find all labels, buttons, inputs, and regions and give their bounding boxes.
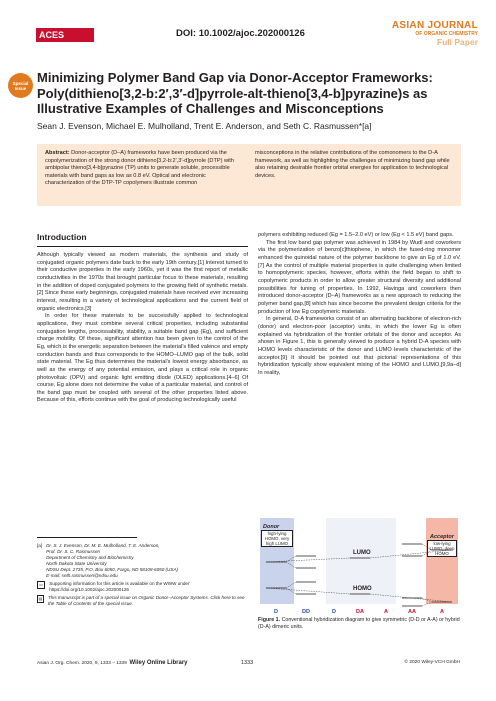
axis-label: A xyxy=(440,609,444,615)
acs-logo-subtitle: Asian Chemical Editorial Society xyxy=(39,47,89,52)
acs-logo-text: ACES xyxy=(39,30,65,40)
abstract-col1 xyxy=(45,150,243,200)
axis-label: DA xyxy=(356,609,364,615)
affiliation-line: NDSU Dept. 2735, P.O. Box 6050, Fargo, ND 58108-6050 (USA) xyxy=(46,567,179,572)
section-heading: Introduction xyxy=(37,232,87,242)
lumo-label: LUMO xyxy=(353,550,371,556)
paragraph: Although typically viewed as modern materials, the synthesis and study of conjugated organic polymers date back to the early 19th century.[1] Interest turned to their conductive properties in the early 1960s, yet it was the first report of metallic conductivities in the 1970s that brought particular focus to these materials, resulting in the addition of doped conjugated polymers to the growing field of synthetic metals.[2] Since these early beginnings, conjugated materials have received ever increasing interest, resulting in a variety of technological applications and the current field of organic electronics.[3] xyxy=(37,252,248,312)
affiliation-line: Department of Chemistry and Biochemistry xyxy=(46,555,134,560)
affiliation-line: Dr. S. J. Evenson, Dr. M. E. Mulholland, T. E. Anderson, xyxy=(46,543,160,548)
paragraph: polymers exhibiting reduced (Eg = 1.5–2.0 eV) or low (Eg < 1.5 eV) band gaps. xyxy=(258,232,454,238)
footer-citation-block xyxy=(37,660,188,666)
abstract-text-2: misconceptions in the relative contributions of the comonomers to the D-A framework, as well as highlighting the challenges of minimizing band gap while also retaining desirable frontier orbital energies for application to technological devices. xyxy=(255,150,450,179)
special-issue-text[interactable]: This manuscript is part of a special issue on Organic Donor–Acceptor Systems. Click here to see the Table of Contents of the special issue. xyxy=(47,595,245,606)
special-issue-badge xyxy=(8,73,33,98)
axis-label: D xyxy=(332,609,336,615)
acceptor-title: Acceptor xyxy=(430,534,454,540)
special-issue-note xyxy=(37,595,248,607)
axis-label: D xyxy=(274,609,278,615)
paragraph: In order for these materials to be successfully applied to technological applications, they must combine several critical properties, including substantial conjugation lengths, processability, stability, a suitable band gap (Eg), and sufficient charge mobility. Of these, significant attention has been given to the control of the Eg, which is the energetic separation between the material's filled valence and empty conduction bands and thus corresponds to the HOMO–LUMO gap of the bulk, solid state material. The Eg thus determines the material's lowest energy absorbance, as well as the energy of any potential emission, and plays a critical role in organic photovoltaic (OPV) and organic light emitting diode (OLED) applications.[4–6] Of course, Eg alone does not determine the value of a particular material, and control of the band gap must be coupled with several of the other properties listed above. Because of this, efforts continue with the goal of producing technologically useful xyxy=(37,313,248,404)
doi[interactable]: DOI: 10.1002/ajoc.202000126 xyxy=(176,28,305,39)
affiliation-line: Prof. Dr. S. C. Rasmussen xyxy=(46,549,101,554)
acceptor-description: low-lying LUMO, deep HOMO xyxy=(427,540,457,557)
affiliation-email[interactable]: E-mail: seth.rasmussen@ndsu.edu xyxy=(46,573,118,578)
article-title: Minimizing Polymer Band Gap via Donor-Acceptor Frameworks: Poly(dithieno[3,2-b:2′,3′-d]pyrrole-alt-thieno[3,4-b]pyrazine)s as Illustrative Examples of Challenges and Misconceptions xyxy=(37,70,433,116)
figure-1 xyxy=(258,516,460,615)
hybridization-diagram xyxy=(258,516,460,615)
footnote-rule xyxy=(37,537,137,538)
caption-label: Figure 1. xyxy=(258,617,281,623)
page-number: 1333 xyxy=(241,660,254,666)
acs-logo xyxy=(36,28,94,52)
right-column xyxy=(258,232,461,377)
donor-description: high-lying HOMO, very high LUMO xyxy=(261,530,293,547)
footer-copyright: © 2020 Wiley-VCH GmbH xyxy=(404,660,460,665)
abstract-col2 xyxy=(255,150,453,200)
footnotes xyxy=(37,543,248,607)
supporting-info-icon: ▭ xyxy=(37,581,45,589)
section-rule xyxy=(37,246,248,247)
affiliation-label: [a] xyxy=(37,543,43,548)
paragraph: The first low band gap polymer was achieved in 1984 by Wudl and coworkers via the polymerization of benzo[c]thiophene, in which the fused-ring monomer enhanced the quinoidal nature of the polymer backbone to give an Eg of 1.0 eV.[7] As the control of multiple material properties is quite challenging when limited to homopolymeric species, however, efforts within the field began to shift to copolymeric products in order to allow greater structural diversity and additional possibilities for tuning of properties. In 1992, Havinga and coworkers then introduced donor-acceptor (D–A) frameworks as a new approach to reducing the polymer band gap,[8] which has since become the prevalent design criteria for the production of low Eg copolymeric materials. xyxy=(258,239,461,315)
affiliation-lines xyxy=(46,543,178,579)
journal-line1: ASIAN JOURNAL xyxy=(391,20,478,31)
badge-line1: Special xyxy=(12,80,29,86)
affiliation-line: North Dakota State University xyxy=(46,561,107,566)
axis-label: A xyxy=(384,609,388,615)
abstract-label: Abstract: xyxy=(45,150,70,156)
article-type: Full Paper xyxy=(436,37,478,47)
abstract-text-1: Donor-acceptor (D–A) frameworks have been produced via the copolymerization of the strong donor dithieno[3,2-b:2′,3′-d]pyrrole (DTP) with ambipolar thieno[3,4-b]pyrazine (TP) units to generate soluble, processible materials with band gaps as low as 0.8 eV. Optical and electronic characterization of the DTP-TP copolymers illustrate common xyxy=(45,150,234,187)
badge-line2: Issue xyxy=(14,85,27,91)
authors: Sean J. Evenson, Michael E. Mulholland, Trent E. Anderson, and Seth C. Rasmussen*[a] xyxy=(37,121,372,131)
abstract-box xyxy=(37,144,461,206)
figure-caption xyxy=(258,617,460,631)
axis-label: AA xyxy=(408,609,416,615)
donor-title: Donor xyxy=(263,524,280,530)
left-column xyxy=(37,252,248,405)
caption-text: Conventional hybridization diagram to give symmetric (D-D or A-A) or hybrid (D-A) dimeric units. xyxy=(258,617,460,630)
affiliation-block xyxy=(37,543,248,579)
paragraph: In general, D-A frameworks consist of an alternating backbone of electron-rich (donor) and electron-poor (acceptor) units, in which the lower Eg is often explained via hybridization of the frontier orbitals of the donor and acceptor. As shown in Figure 1, this is generally viewed to produce a hybrid D-A species with HOMO levels characteristic of the donor and LUMO levels characteristic of the acceptor.[9] It should be pointed out that pictorial representations of this hybridization typically show equivalent mixing of the HOMO and LUMO,[9,9a–d] In reality, xyxy=(258,316,461,376)
si-note xyxy=(37,581,248,593)
footer-citation: Asian J. Org. Chem. 2020, 9, 1333 – 1339 xyxy=(37,661,127,666)
footer-library[interactable]: Wiley Online Library xyxy=(129,660,188,666)
journal-logo xyxy=(392,20,478,47)
si-text[interactable]: Supporting information for this article is available on the WWW under https://doi.org/10.1002/ajoc.202000126 xyxy=(49,581,190,592)
axis-labels xyxy=(274,609,444,615)
special-issue-icon: ▤ xyxy=(38,596,43,601)
axis-label: DD xyxy=(302,609,310,615)
homo-label: HOMO xyxy=(353,586,372,592)
journal-line2: OF ORGANIC CHEMISTRY xyxy=(415,31,478,37)
